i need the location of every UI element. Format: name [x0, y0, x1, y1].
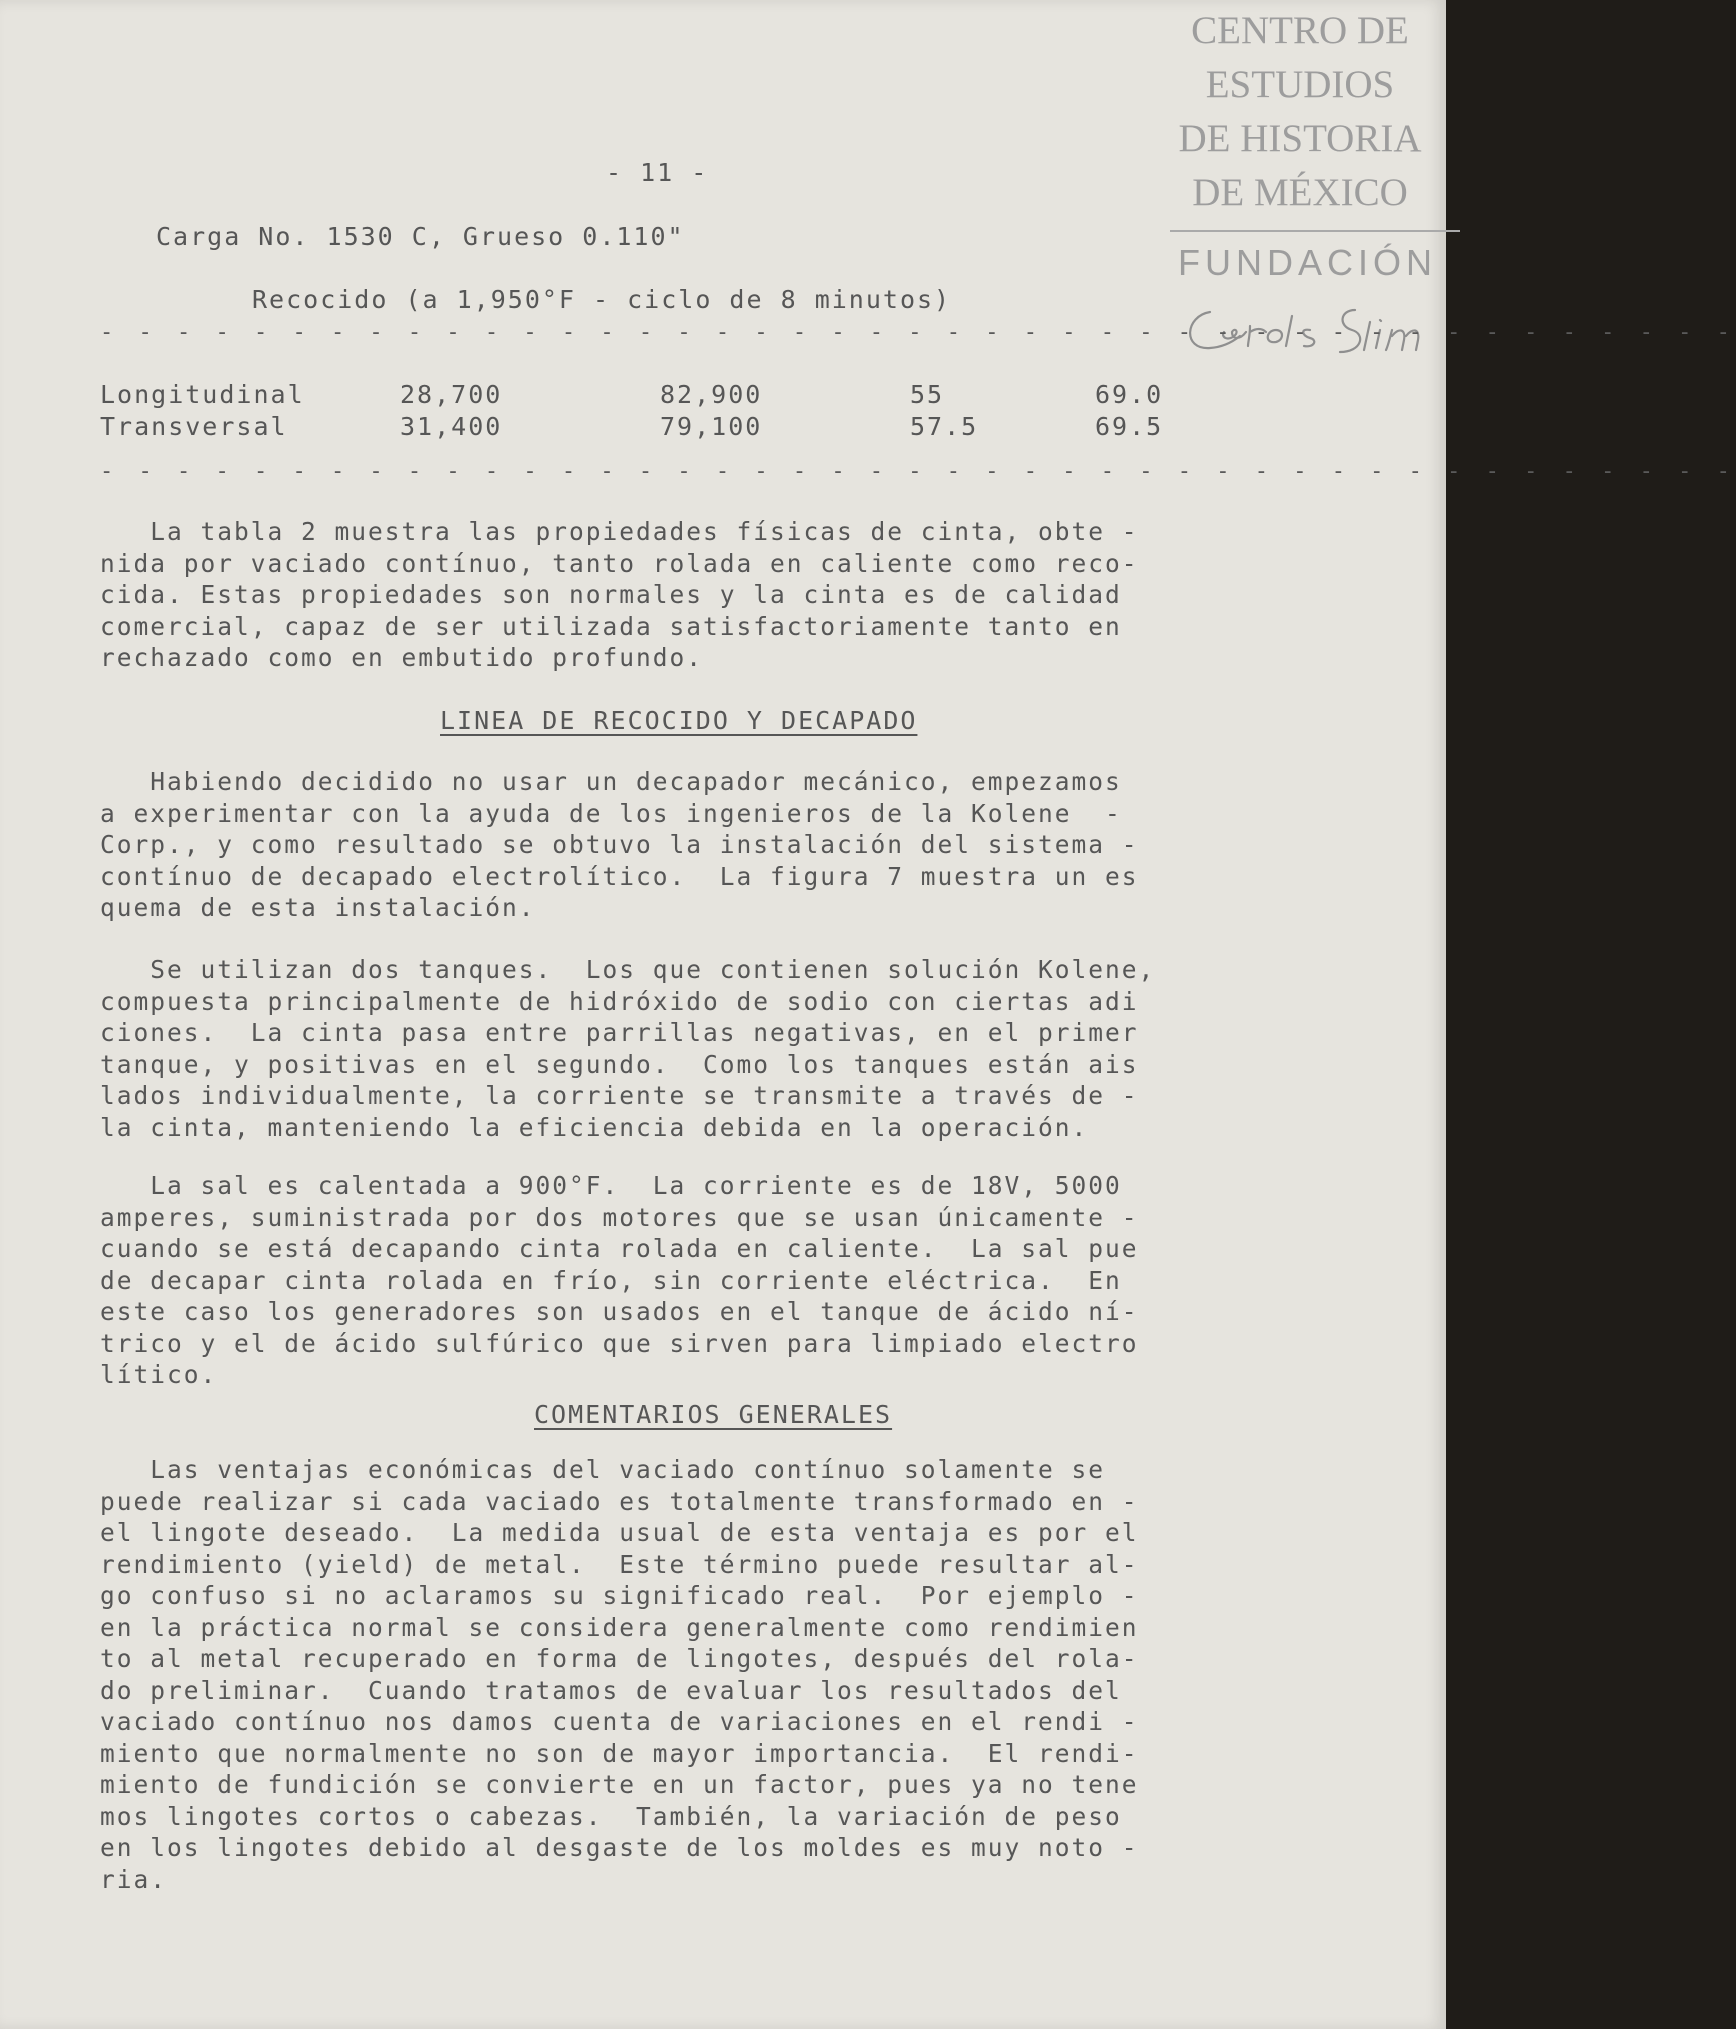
section-heading-linea: LINEA DE RECOCIDO Y DECAPADO [440, 706, 918, 735]
table-cell: 79,100 [660, 412, 763, 441]
table-top-rule: - - - - - - - - - - - - - - - - - - - - - - - - - - - - - - - - - - - - - - - - - - - [100, 320, 1736, 345]
table-cell: 82,900 [660, 380, 763, 409]
watermark-foundation: FUNDACIÓN [1178, 242, 1437, 283]
table-cell: 31,400 [400, 412, 503, 441]
sample-heading: Carga No. 1530 C, Grueso 0.110" [156, 222, 685, 251]
watermark-line-2: ESTUDIOS [1205, 63, 1395, 106]
table-cell: 28,700 [400, 380, 503, 409]
paragraph-ventajas: Las ventajas económicas del vaciado contínuo solamente se puede realizar si cada vaciado es totalmente transformado en - el lingote deseado. La medida usual de esta ventaja es por el rendimiento (yield) de metal. Este término puede resultar al- go confuso si no aclaramos su significado real. Por ejemplo - en la práctica normal se considera generalmente como rendimien to al metal recuperado en forma de lingotes, después del rola- do preliminar. Cuando tratamos de evaluar los resultados del vaciado contínuo nos damos cuenta de variaciones en el rendi - miento que normalmente no son de mayor importancia. El rendi- miento de fundición se convierte en un factor, pues ya no tene mos lingotes cortos o cabezas. También, la variación de peso en los lingotes debido al desgaste de los moldes es muy noto - ria. [100, 1455, 1139, 1894]
watermark-divider [1170, 230, 1460, 232]
section-heading-comentarios: COMENTARIOS GENERALES [534, 1400, 893, 1429]
paragraph-sal: La sal es calentada a 900°F. La corriente es de 18V, 5000 amperes, suministrada por dos motores que se usan únicamente - cuando se está decapando cinta rolada en caliente. La sal pue de decapar cinta rolada en frío, sin corriente eléctrica. En este caso los generadores son usados en el tanque de ácido ní- trico y el de ácido sulfúrico que sirven para limpiado electro lítico. [100, 1171, 1139, 1389]
watermark-line-4: DE MÉXICO [1192, 171, 1408, 214]
paragraph-decapador: Habiendo decidido no usar un decapador mecánico, empezamos a experimentar con la ayuda de los ingenieros de la Kolene - Corp., y como resultado se obtuvo la instalación del sistema - contínuo de decapado electrolítico. La figura 7 muestra un es quema de esta instalación. [100, 767, 1139, 922]
watermark-line-1: CENTRO DE [1191, 9, 1409, 52]
table-cell: 57.5 [910, 412, 979, 441]
table-cell: Transversal [100, 412, 288, 441]
table-bottom-rule: - - - - - - - - - - - - - - - - - - - - - - - - - - - - - - - - - - - - - - - - - - - [100, 459, 1736, 484]
paragraph-tabla-2: La tabla 2 muestra las propiedades físicas de cinta, obte - nida por vaciado contínuo, tanto rolada en caliente como reco- cida. Estas propiedades son normales y la cinta es de calidad comercial, capaz de ser utilizada satisfactoriamente tanto en rechazado como en embutido profundo. [100, 517, 1139, 672]
table-cell: 55 [910, 380, 945, 409]
page-number: - 11 - [606, 158, 709, 187]
paragraph-tanques: Se utilizan dos tanques. Los que contienen solución Kolene, compuesta principalmente de hidróxido de sodio con ciertas adi ciones. La cinta pasa entre parrillas negativas, en el primer tanque, y positivas en el segundo. Como los tanques están ais lados individualmente, la corriente se transmite a través de - la cinta, manteniendo la eficiencia debida en la operación. [100, 955, 1156, 1142]
watermark-line-3: DE HISTORIA [1178, 117, 1422, 160]
annealing-subheading: Recocido (a 1,950°F - ciclo de 8 minutos) [252, 285, 952, 314]
table-cell: 69.5 [1095, 412, 1164, 441]
table-cell: Longitudinal [100, 380, 305, 409]
table-cell: 69.0 [1095, 380, 1164, 409]
archive-watermark [1140, 4, 1460, 283]
